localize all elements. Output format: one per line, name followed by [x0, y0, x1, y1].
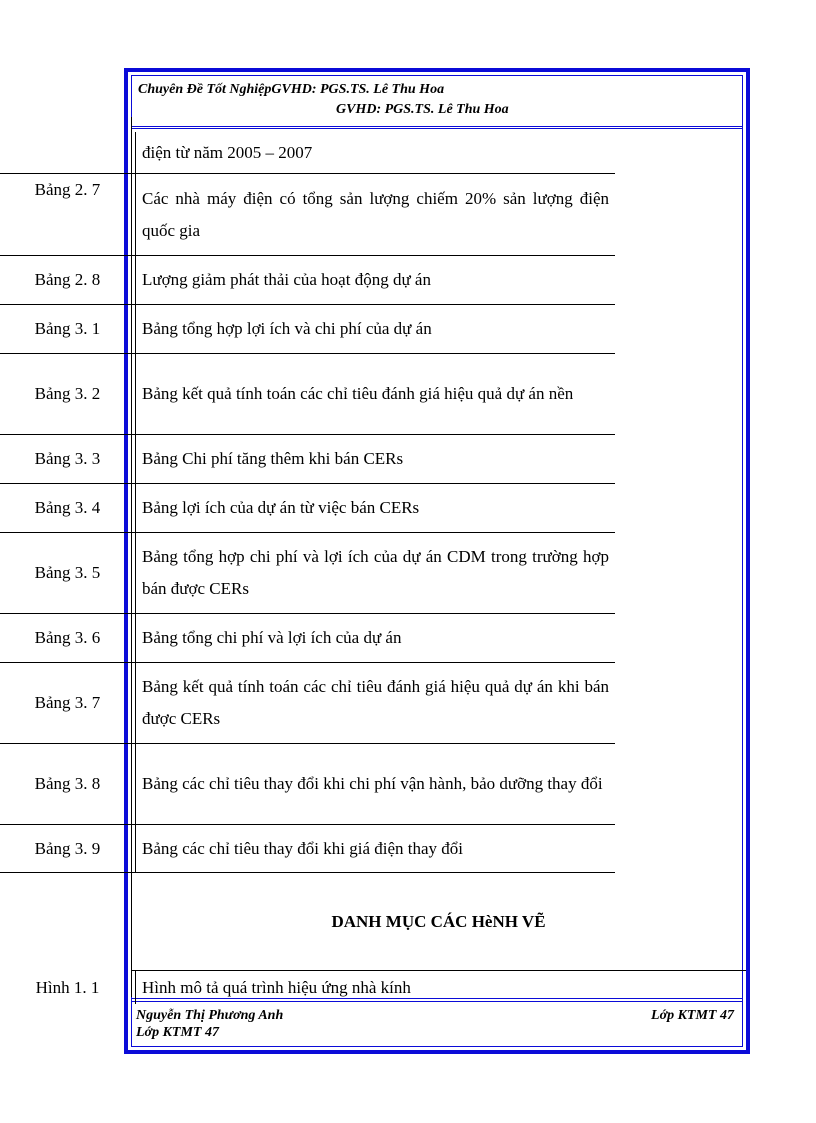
- table-row: [0, 971, 615, 1004]
- row-label: Bảng 3. 2: [0, 354, 136, 434]
- row-description: Các nhà máy điện có tổng sản lượng chiếm 20% sản lượng điện quốc gia: [142, 188, 609, 240]
- row-label: Bảng 3. 8: [0, 744, 136, 824]
- page-footer: [132, 1001, 742, 1046]
- table-row: [0, 354, 615, 435]
- table-row: [0, 533, 615, 614]
- header-line-2: GVHD: PGS.TS. Lê Thu Hoa: [336, 102, 509, 117]
- row-description: Bảng lợi ích của dự án từ việc bán CERs: [142, 498, 420, 517]
- table-row: [0, 825, 615, 873]
- table-row: [0, 744, 615, 825]
- row-description: Bảng kết quả tính toán các chỉ tiêu đánh giá hiệu quả dự án nền: [142, 384, 574, 403]
- row-label: Bảng 3. 4: [0, 484, 136, 532]
- table-row: [0, 256, 615, 305]
- table-row: [0, 484, 615, 533]
- row-description: điện từ năm 2005 – 2007: [142, 142, 313, 162]
- row-label: Bảng 3. 9: [0, 825, 136, 872]
- row-description: Bảng kết quả tính toán các chỉ tiêu đánh giá hiệu quả dự án khi bán được CERs: [142, 677, 609, 728]
- row-label: Bảng 2. 8: [0, 256, 136, 304]
- header-line-1: Chuyên Đề Tốt NghiệpGVHD: PGS.TS. Lê Thu Hoa: [138, 82, 445, 97]
- row-label: Bảng 3. 1: [0, 305, 136, 353]
- row-label: Bảng 2. 7: [0, 174, 136, 255]
- footer-class-right: Lớp KTMT 47: [651, 1008, 734, 1023]
- header-divider: [132, 128, 742, 129]
- row-label: [0, 132, 136, 173]
- row-description: Hình mô tả quá trình hiệu ứng nhà kính: [142, 977, 411, 997]
- table-row: [0, 132, 615, 174]
- row-description: Bảng Chi phí tăng thêm khi bán CERs: [142, 449, 404, 468]
- row-description: Bảng các chỉ tiêu thay đổi khi chi phí vận hành, bảo dưỡng thay đổi: [142, 774, 603, 793]
- row-label: Bảng 3. 6: [0, 614, 136, 662]
- table-row: [0, 435, 615, 484]
- row-description: Bảng tổng hợp chi phí và lợi ích của dự án CDM trong trường hợp bán được CERs: [142, 547, 609, 598]
- section-title: DANH MỤC CÁC HèNH VẼ: [131, 873, 746, 971]
- table-row: [0, 663, 615, 744]
- row-description: Bảng tổng chi phí và lợi ích của dự án: [142, 628, 402, 647]
- footer-author: Nguyễn Thị Phương Anh: [136, 1008, 284, 1023]
- row-label: Hình 1. 1: [0, 971, 136, 1004]
- table-row: [0, 174, 615, 256]
- row-description: Bảng các chỉ tiêu thay đổi khi giá điện thay đổi: [142, 838, 464, 858]
- row-description: Lượng giảm phát thải của hoạt động dự án: [142, 270, 431, 289]
- table-row: [0, 614, 615, 663]
- row-description: Bảng tổng hợp lợi ích và chi phí của dự án: [142, 319, 432, 338]
- table-row: [0, 305, 615, 354]
- row-label: Bảng 3. 7: [0, 663, 136, 743]
- page-header: [132, 76, 742, 127]
- row-label: Bảng 3. 5: [0, 533, 136, 613]
- row-label: Bảng 3. 3: [0, 435, 136, 483]
- footer-class-left: Lớp KTMT 47: [136, 1025, 219, 1040]
